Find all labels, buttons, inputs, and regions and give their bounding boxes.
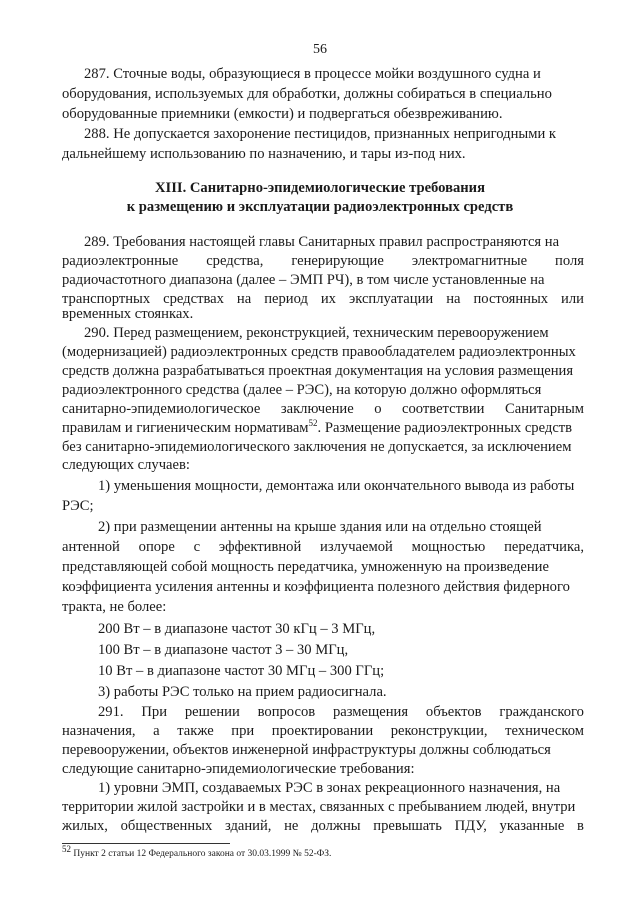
text-line: РЭС; xyxy=(62,498,94,514)
word: зданий, xyxy=(224,818,272,834)
text-line: коэффициента усиления антенны и коэффициента полезного действия фидерного xyxy=(62,579,570,595)
word: назначения, xyxy=(62,723,136,739)
word: соответствии xyxy=(402,401,485,417)
text-fragment: . Размещение радиоэлектронных средств xyxy=(317,420,573,436)
word: Санитарным xyxy=(504,401,584,417)
text-line: представляющей собой мощность передатчика, умноженную на произведение xyxy=(62,559,549,575)
word: должны xyxy=(311,818,361,834)
word: радиоэлектронные xyxy=(62,253,179,269)
word: период xyxy=(264,291,308,307)
text-line: временных стоянках. xyxy=(62,306,194,322)
word: передатчика, xyxy=(504,539,584,555)
text-line: 3) работы РЭС только на прием радиосигнала. xyxy=(98,684,387,700)
word: также xyxy=(177,723,214,739)
text-line: 1) уровни ЭМП, создаваемых РЭС в зонах рекреационного назначения, на xyxy=(98,780,561,796)
footnote-text: Пункт 2 статьи 12 Федерального закона от 30.03.1999 № 52-ФЗ. xyxy=(71,849,332,860)
text-line: радиочастотного диапазона (далее – ЭМП РЧ), в том числе установленные на xyxy=(62,272,545,288)
word: генерирующие xyxy=(291,253,384,269)
word: мощностью xyxy=(411,539,486,555)
word: средствах xyxy=(163,291,224,307)
word: вопросов xyxy=(257,704,316,720)
text-line: 288. Не допускается захоронение пестицидов, признанных непригодными к xyxy=(84,126,556,142)
text-line: 100 Вт – в диапазоне частот 3 – 30 МГц, xyxy=(98,642,349,658)
word: указанные xyxy=(499,818,565,834)
word: опоре xyxy=(138,539,175,555)
word: размещения xyxy=(332,704,409,720)
word: их xyxy=(320,291,336,307)
text-line: тракта, не более: xyxy=(62,599,167,615)
word: о xyxy=(374,401,382,417)
word: при xyxy=(231,723,255,739)
word: постоянных xyxy=(473,291,549,307)
word: не xyxy=(284,818,299,834)
section-heading-line-2: к размещению и эксплуатации радиоэлектронных средств xyxy=(126,199,514,215)
text-line-justified xyxy=(62,252,584,270)
word: превышать xyxy=(373,818,442,834)
text-line: дальнейшему использованию по назначению, и тары из-под них. xyxy=(62,146,466,162)
word: на xyxy=(446,291,461,307)
word: антенной xyxy=(62,539,120,555)
text-line xyxy=(62,419,572,437)
text-line: 10 Вт – в диапазоне частот 30 МГц – 300 ГГц; xyxy=(98,663,385,679)
word: поля xyxy=(555,253,584,269)
word: общественных xyxy=(120,818,213,834)
footnote-divider xyxy=(62,843,230,844)
text-line: территории жилой застройки и в местах, связанных с пребыванием людей, внутри xyxy=(62,799,576,815)
word: излучаемой xyxy=(320,539,393,555)
text-fragment: правилам и гигиеническим нормативам xyxy=(62,420,309,436)
word: объектов xyxy=(425,704,482,720)
word: санитарно-эпидемиологическое xyxy=(62,401,261,417)
word: ПДУ, xyxy=(454,818,487,834)
text-line: 289. Требования настоящей главы Санитарных правил распространяются на xyxy=(84,234,560,250)
text-line-justified xyxy=(62,538,584,556)
text-line: следующие санитарно-эпидемиологические требования: xyxy=(62,761,415,777)
word: средства, xyxy=(206,253,264,269)
word: электромагнитные xyxy=(411,253,528,269)
word: жилых, xyxy=(62,818,108,834)
word: решении xyxy=(184,704,240,720)
section-heading-line-1: XIII. Санитарно-эпидемиологические требования xyxy=(155,180,485,196)
word: эксплуатации xyxy=(348,291,434,307)
text-line: 2) при размещении антенны на крыше здания или на отдельно стоящей xyxy=(98,519,542,535)
text-line: перевооружении, объектов инженерной инфраструктуры должны соблюдаться xyxy=(62,742,551,758)
text-line: оборудования, используемых для обработки, должны собираться в специально xyxy=(62,86,552,102)
word: проектировании xyxy=(271,723,374,739)
word: транспортных xyxy=(62,291,151,307)
word: заключение xyxy=(280,401,354,417)
word: а xyxy=(153,723,160,739)
text-line: 287. Сточные воды, образующиеся в процессе мойки воздушного судна и xyxy=(84,66,541,82)
word: реконструкции, xyxy=(390,723,488,739)
text-line-justified xyxy=(98,703,584,721)
text-line: средств должна разрабатываться проектная документация на условия размещения xyxy=(62,363,574,379)
word: гражданского xyxy=(499,704,584,720)
text-line: оборудованные приемники (емкости) и подвергаться обезвреживанию. xyxy=(62,106,503,122)
text-line-justified xyxy=(62,400,584,418)
word: в xyxy=(577,818,584,834)
text-line-justified xyxy=(62,722,584,740)
word: техническом xyxy=(505,723,584,739)
text-line: 1) уменьшения мощности, демонтажа или окончательного вывода из работы xyxy=(98,478,575,494)
word: или xyxy=(561,291,584,307)
word: на xyxy=(236,291,252,307)
text-line: 200 Вт – в диапазоне частот 30 кГц – 3 МГц, xyxy=(98,621,376,637)
text-line: 290. Перед размещением, реконструкцией, техническим перевооружением xyxy=(84,325,549,341)
footnote-reference[interactable]: 52 xyxy=(308,418,318,429)
page-number: 56 xyxy=(313,42,327,57)
text-line-justified xyxy=(62,817,584,835)
text-line: без санитарно-эпидемиологического заключения не допускается, за исключением xyxy=(62,439,572,455)
text-line: (модернизацией) радиоэлектронных средств правообладателем радиоэлектронных xyxy=(62,344,576,360)
text-line: радиоэлектронного средства (далее – РЭС), на которую должно оформляться xyxy=(62,382,542,398)
footnote-mark: 52 xyxy=(62,844,71,854)
text-line: следующих случаев: xyxy=(62,457,190,473)
word: При xyxy=(141,704,168,720)
word: 291. xyxy=(98,704,124,720)
word: эффективной xyxy=(218,539,302,555)
word: с xyxy=(193,539,201,555)
footnote xyxy=(62,844,332,860)
